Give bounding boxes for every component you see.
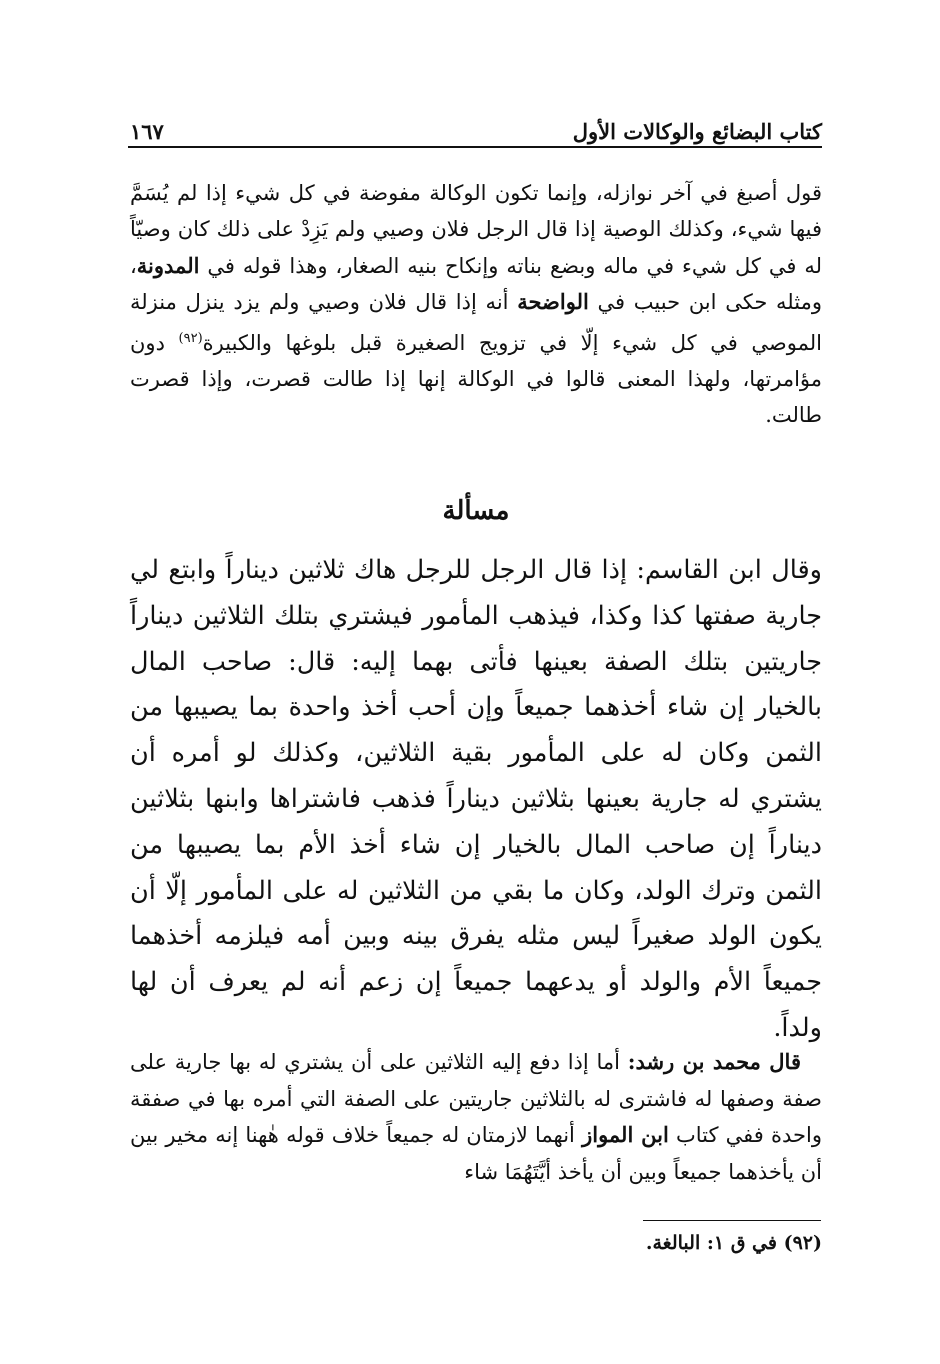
paragraph-1 bbox=[130, 176, 822, 434]
speaker-label: قال محمد بن رشد: bbox=[627, 1049, 801, 1074]
bold-term-mudawwana: المدونة bbox=[136, 252, 200, 278]
paragraph-1-text-d: دون مؤامرتها، ولهذا المعنى قالوا في الوكالة إنها إذا طالت قصرت، وإذا قصرت طالت. bbox=[130, 331, 822, 427]
paragraph-1-text-a: قول أصبغ في آخر نوازله، وإنما تكون الوكالة مفوضة في كل شيء إذا لم يُسَمَّ فيها شيء، وكذلك الوصية إذا قال الرجل فلان وصيي ولم يَزِدْ على ذلك كان وصيّاً له في كل شيء في ماله وبضع بناته وإنكاح بنيه الصغار، وهذا قوله في bbox=[130, 181, 822, 278]
paragraph-2: وقال ابن القاسم: إذا قال الرجل للرجل هاك ثلاثين ديناراً وابتع لي جارية صفتها كذا وكذا، فيذهب المأمور فيشتري بتلك الثلاثين ديناراً جاريتين بتلك الصفة بعينها فأتى بهما إليه: قال: صاحب المال بالخيار إن شاء أخذهما جميعاً وإن أحب أخذ واحدة بما يصيبها من الثمن وكان له على المأمور بقية الثلاثين، وكذلك لو أمره أن يشتري له جارية بعينها بثلاثين ديناراً فذهب فاشتراها وابنها بثلاثين ديناراً إن صاحب المال بالخيار إن شاء أخذ الأم بما يصيبها من الثمن وترك الولد، وكان ما بقي من الثلاثين له على المأمور إلّا أن يكون الولد صغيراً ليس مثله يفرق بينه وبين أمه فيلزمه أخذهما جميعاً الأم والولد أو يدعهما جميعاً إن زعم أنه لم يعرف أن لها ولداً. bbox=[130, 555, 823, 1043]
bold-term-ibn-mawwaz: ابن المواز bbox=[582, 1122, 669, 1148]
footnote-reference: (٩٢) bbox=[178, 331, 203, 347]
footnote-rule bbox=[643, 1220, 821, 1221]
bold-term-wadiha: الواضحة bbox=[517, 289, 589, 315]
header-rule bbox=[128, 146, 822, 148]
paragraph-1-text-c: أنه إذا قال فلان وصيي ولم يزد ينزل منزلة الموصي في كل شيء إلّا في تزويج الصغيرة قبل بلوغها والكبيرة bbox=[130, 290, 822, 356]
paragraph-3-text-a: أما إذا دفع إليه الثلاثين على أن يشتري له بها جارية على صفة وصفها له فاشترى له بالثلاثين جاريتين على الصفة التي أمره بها في صفقة واحدة ففي كتاب bbox=[130, 1050, 822, 1148]
running-title: كتاب البضائع والوكالات الأول bbox=[572, 119, 822, 144]
paragraph-3-text-b: أنهما لازمتان له جميعاً خلاف قوله هٰهنا إنه مخير بين أن يأخذهما جميعاً وبين أن يأخذ أيَّتَهُمَا شاء bbox=[130, 1123, 822, 1184]
paragraph-1-text-b: ، ومثله حكى ابن حبيب في bbox=[130, 253, 822, 315]
footnote: (٩٢) في ق ١: البالغة. bbox=[645, 1232, 822, 1254]
page-header bbox=[130, 108, 822, 144]
page-number: ١٦٧ bbox=[130, 119, 164, 144]
section-heading: مسألة bbox=[442, 496, 510, 526]
paragraph-3 bbox=[130, 1044, 822, 1190]
